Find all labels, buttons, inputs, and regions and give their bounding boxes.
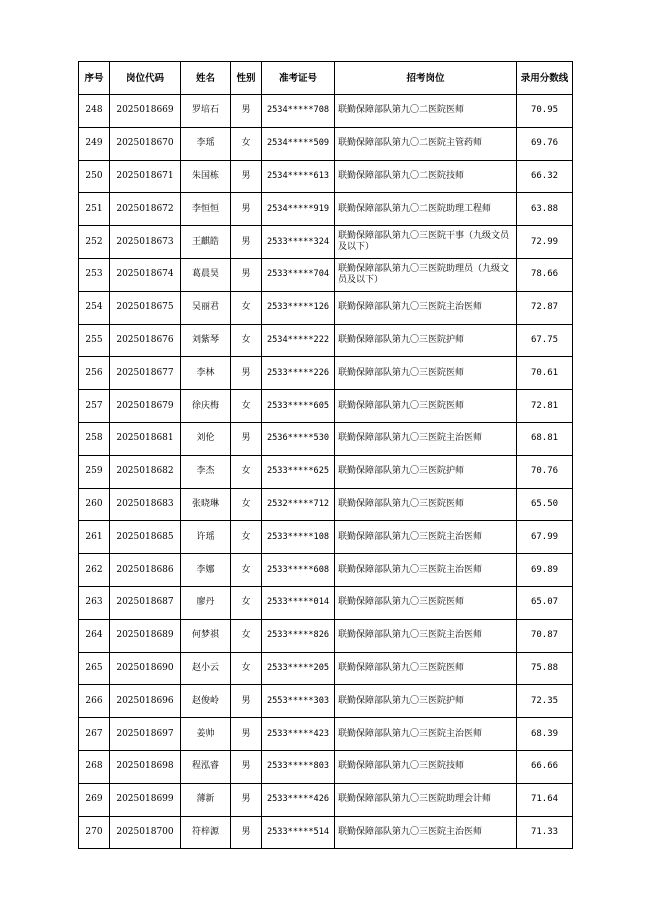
cell-gender: 男 (231, 685, 262, 718)
cell-cutoff-score: 68.81 (517, 422, 573, 455)
cell-post-code: 2025018677 (110, 357, 181, 390)
cell-index: 258 (79, 422, 110, 455)
cell-name: 姜帅 (181, 718, 231, 751)
cell-cutoff-score: 72.35 (517, 685, 573, 718)
cell-name: 薄新 (181, 783, 231, 816)
cell-post-code: 2025018679 (110, 390, 181, 423)
cell-gender: 女 (231, 127, 262, 160)
cell-index: 261 (79, 521, 110, 554)
cell-gender: 男 (231, 816, 262, 849)
table-row (79, 226, 573, 259)
results-sheet (78, 61, 572, 849)
table-row (79, 357, 573, 390)
cell-index: 259 (79, 455, 110, 488)
cell-name: 葛晨昊 (181, 258, 231, 291)
cell-cutoff-score: 70.76 (517, 455, 573, 488)
cell-ticket-number: 2532*****712 (262, 488, 335, 521)
cell-ticket-number: 2533*****324 (262, 226, 335, 259)
cell-position: 联勤保障部队第九〇三医院主治医师 (335, 422, 517, 455)
cell-cutoff-score: 69.76 (517, 127, 573, 160)
cell-post-code: 2025018674 (110, 258, 181, 291)
header-ticket-number: 准考证号 (262, 62, 335, 95)
table-row (79, 422, 573, 455)
cell-post-code: 2025018699 (110, 783, 181, 816)
header-cutoff-score: 录用分数线 (517, 62, 573, 95)
cell-ticket-number: 2534*****509 (262, 127, 335, 160)
cell-ticket-number: 2533*****226 (262, 357, 335, 390)
cell-post-code: 2025018681 (110, 422, 181, 455)
cell-gender: 男 (231, 226, 262, 259)
cell-index: 248 (79, 95, 110, 128)
table-row (79, 685, 573, 718)
cell-name: 刘伦 (181, 422, 231, 455)
table-row (79, 455, 573, 488)
cell-position: 联勤保障部队第九〇二医院助理工程师 (335, 193, 517, 226)
cell-cutoff-score: 63.88 (517, 193, 573, 226)
cell-gender: 男 (231, 422, 262, 455)
cell-ticket-number: 2534*****708 (262, 95, 335, 128)
cell-index: 257 (79, 390, 110, 423)
cell-post-code: 2025018683 (110, 488, 181, 521)
table-row (79, 718, 573, 751)
cell-position: 联勤保障部队第九〇三医院主治医师 (335, 619, 517, 652)
cell-cutoff-score: 68.39 (517, 718, 573, 751)
cell-name: 刘紫琴 (181, 324, 231, 357)
cell-cutoff-score: 65.50 (517, 488, 573, 521)
table-row (79, 324, 573, 357)
cell-post-code: 2025018673 (110, 226, 181, 259)
cell-ticket-number: 2533*****625 (262, 455, 335, 488)
cell-index: 254 (79, 291, 110, 324)
cell-ticket-number: 2533*****126 (262, 291, 335, 324)
cell-position: 联勤保障部队第九〇三医院助理员（九级文员及以下） (335, 258, 517, 291)
cell-post-code: 2025018676 (110, 324, 181, 357)
results-table (78, 61, 573, 849)
cell-position: 联勤保障部队第九〇三医院主治医师 (335, 554, 517, 587)
cell-cutoff-score: 65.07 (517, 586, 573, 619)
cell-ticket-number: 2534*****919 (262, 193, 335, 226)
cell-cutoff-score: 70.61 (517, 357, 573, 390)
cell-ticket-number: 2534*****222 (262, 324, 335, 357)
cell-index: 260 (79, 488, 110, 521)
cell-post-code: 2025018669 (110, 95, 181, 128)
cell-post-code: 2025018690 (110, 652, 181, 685)
cell-cutoff-score: 66.66 (517, 750, 573, 783)
cell-ticket-number: 2533*****014 (262, 586, 335, 619)
cell-name: 李瑶 (181, 127, 231, 160)
cell-ticket-number: 2533*****704 (262, 258, 335, 291)
header-name: 姓名 (181, 62, 231, 95)
cell-post-code: 2025018682 (110, 455, 181, 488)
cell-ticket-number: 2536*****530 (262, 422, 335, 455)
header-row (79, 62, 573, 95)
table-row (79, 521, 573, 554)
cell-gender: 男 (231, 95, 262, 128)
cell-ticket-number: 2533*****514 (262, 816, 335, 849)
cell-ticket-number: 2533*****423 (262, 718, 335, 751)
cell-gender: 男 (231, 718, 262, 751)
cell-post-code: 2025018672 (110, 193, 181, 226)
cell-gender: 女 (231, 390, 262, 423)
cell-index: 267 (79, 718, 110, 751)
cell-cutoff-score: 72.99 (517, 226, 573, 259)
cell-position: 联勤保障部队第九〇三医院护师 (335, 324, 517, 357)
cell-post-code: 2025018671 (110, 160, 181, 193)
cell-name: 罗培石 (181, 95, 231, 128)
cell-gender: 男 (231, 783, 262, 816)
table-row (79, 488, 573, 521)
cell-index: 249 (79, 127, 110, 160)
cell-gender: 男 (231, 193, 262, 226)
table-row (79, 160, 573, 193)
cell-name: 许瑶 (181, 521, 231, 554)
header-position: 招考岗位 (335, 62, 517, 95)
cell-post-code: 2025018697 (110, 718, 181, 751)
cell-ticket-number: 2533*****108 (262, 521, 335, 554)
cell-position: 联勤保障部队第九〇二医院主管药师 (335, 127, 517, 160)
cell-gender: 男 (231, 357, 262, 390)
cell-cutoff-score: 70.87 (517, 619, 573, 652)
cell-cutoff-score: 71.33 (517, 816, 573, 849)
cell-index: 251 (79, 193, 110, 226)
cell-index: 250 (79, 160, 110, 193)
cell-post-code: 2025018700 (110, 816, 181, 849)
cell-ticket-number: 2533*****803 (262, 750, 335, 783)
cell-position: 联勤保障部队第九〇三医院医师 (335, 390, 517, 423)
table-row (79, 554, 573, 587)
cell-cutoff-score: 67.75 (517, 324, 573, 357)
table-row (79, 258, 573, 291)
header-index: 序号 (79, 62, 110, 95)
cell-cutoff-score: 66.32 (517, 160, 573, 193)
table-row (79, 750, 573, 783)
cell-post-code: 2025018675 (110, 291, 181, 324)
cell-ticket-number: 2533*****426 (262, 783, 335, 816)
cell-gender: 男 (231, 750, 262, 783)
cell-name: 赵俊岭 (181, 685, 231, 718)
cell-gender: 女 (231, 619, 262, 652)
cell-gender: 男 (231, 258, 262, 291)
cell-index: 252 (79, 226, 110, 259)
cell-post-code: 2025018686 (110, 554, 181, 587)
cell-post-code: 2025018687 (110, 586, 181, 619)
cell-gender: 男 (231, 160, 262, 193)
cell-cutoff-score: 78.66 (517, 258, 573, 291)
table-row (79, 193, 573, 226)
cell-cutoff-score: 72.81 (517, 390, 573, 423)
cell-cutoff-score: 69.89 (517, 554, 573, 587)
cell-position: 联勤保障部队第九〇三医院技师 (335, 750, 517, 783)
cell-name: 李恒恒 (181, 193, 231, 226)
cell-ticket-number: 2533*****205 (262, 652, 335, 685)
table-row (79, 816, 573, 849)
header-post-code: 岗位代码 (110, 62, 181, 95)
cell-cutoff-score: 75.88 (517, 652, 573, 685)
table-row (79, 390, 573, 423)
table-row (79, 619, 573, 652)
table-row (79, 783, 573, 816)
cell-index: 265 (79, 652, 110, 685)
header-gender: 性别 (231, 62, 262, 95)
cell-index: 263 (79, 586, 110, 619)
cell-index: 256 (79, 357, 110, 390)
table-row (79, 291, 573, 324)
cell-position: 联勤保障部队第九〇二医院医师 (335, 95, 517, 128)
cell-gender: 女 (231, 488, 262, 521)
cell-index: 253 (79, 258, 110, 291)
table-row (79, 127, 573, 160)
cell-gender: 女 (231, 521, 262, 554)
cell-position: 联勤保障部队第九〇三医院医师 (335, 357, 517, 390)
cell-cutoff-score: 70.95 (517, 95, 573, 128)
cell-name: 程泓睿 (181, 750, 231, 783)
cell-name: 廖丹 (181, 586, 231, 619)
cell-index: 270 (79, 816, 110, 849)
cell-name: 符梓源 (181, 816, 231, 849)
cell-ticket-number: 2533*****826 (262, 619, 335, 652)
cell-position: 联勤保障部队第九〇三医院主治医师 (335, 718, 517, 751)
cell-name: 李娜 (181, 554, 231, 587)
cell-name: 何梦祺 (181, 619, 231, 652)
cell-position: 联勤保障部队第九〇三医院主治医师 (335, 521, 517, 554)
cell-index: 266 (79, 685, 110, 718)
cell-index: 262 (79, 554, 110, 587)
cell-name: 张晓琳 (181, 488, 231, 521)
cell-index: 269 (79, 783, 110, 816)
cell-position: 联勤保障部队第九〇三医院助理会计师 (335, 783, 517, 816)
table-row (79, 586, 573, 619)
cell-post-code: 2025018689 (110, 619, 181, 652)
table-row (79, 652, 573, 685)
cell-ticket-number: 2553*****303 (262, 685, 335, 718)
table-row (79, 95, 573, 128)
cell-ticket-number: 2534*****613 (262, 160, 335, 193)
cell-gender: 女 (231, 554, 262, 587)
cell-position: 联勤保障部队第九〇三医院护师 (335, 455, 517, 488)
cell-name: 王麒皓 (181, 226, 231, 259)
cell-cutoff-score: 71.64 (517, 783, 573, 816)
cell-position: 联勤保障部队第九〇三医院护师 (335, 685, 517, 718)
cell-name: 李林 (181, 357, 231, 390)
cell-name: 徐庆梅 (181, 390, 231, 423)
cell-position: 联勤保障部队第九〇二医院技师 (335, 160, 517, 193)
cell-position: 联勤保障部队第九〇三医院主治医师 (335, 291, 517, 324)
cell-ticket-number: 2533*****608 (262, 554, 335, 587)
cell-gender: 女 (231, 652, 262, 685)
cell-cutoff-score: 67.99 (517, 521, 573, 554)
cell-gender: 女 (231, 291, 262, 324)
cell-index: 264 (79, 619, 110, 652)
cell-post-code: 2025018685 (110, 521, 181, 554)
cell-gender: 女 (231, 586, 262, 619)
cell-name: 朱国栋 (181, 160, 231, 193)
cell-name: 吴丽君 (181, 291, 231, 324)
cell-index: 255 (79, 324, 110, 357)
cell-name: 李杰 (181, 455, 231, 488)
cell-position: 联勤保障部队第九〇三医院医师 (335, 586, 517, 619)
cell-post-code: 2025018670 (110, 127, 181, 160)
cell-position: 联勤保障部队第九〇三医院医师 (335, 488, 517, 521)
cell-position: 联勤保障部队第九〇三医院干事（九级文员及以下） (335, 226, 517, 259)
cell-name: 赵小云 (181, 652, 231, 685)
cell-position: 联勤保障部队第九〇三医院医师 (335, 652, 517, 685)
cell-ticket-number: 2533*****605 (262, 390, 335, 423)
cell-gender: 女 (231, 455, 262, 488)
cell-post-code: 2025018696 (110, 685, 181, 718)
cell-post-code: 2025018698 (110, 750, 181, 783)
cell-index: 268 (79, 750, 110, 783)
cell-position: 联勤保障部队第九〇三医院主治医师 (335, 816, 517, 849)
cell-cutoff-score: 72.87 (517, 291, 573, 324)
cell-gender: 女 (231, 324, 262, 357)
